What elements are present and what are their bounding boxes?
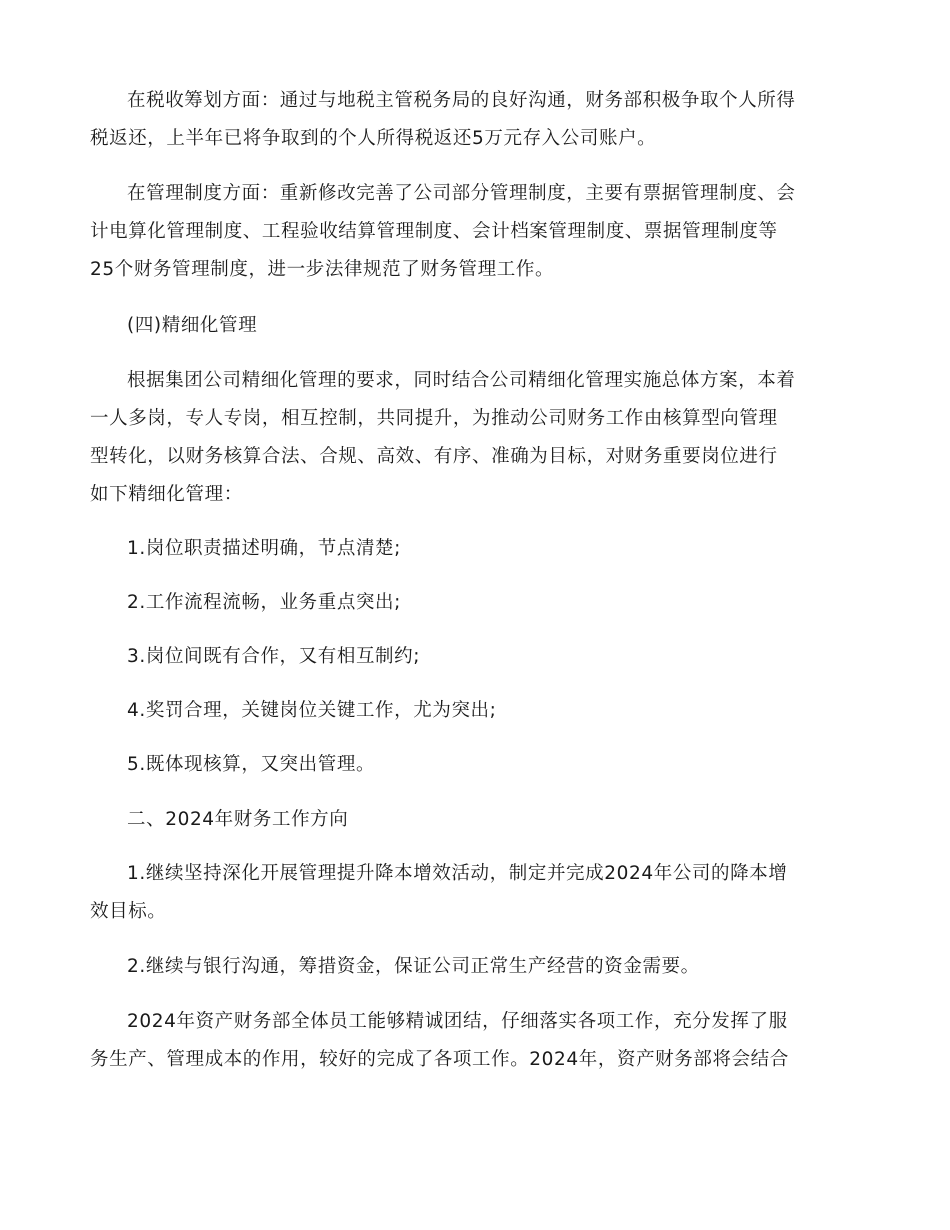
paragraph-management-system-line-2: 计电算化管理制度、工程验收结算管理制度、会计档案管理制度、票据管理制度等 xyxy=(90,221,778,242)
paragraph-refined-intro-line-3: 型转化，以财务核算合法、合规、高效、有序、准确为目标，对财务重要岗位进行 xyxy=(90,446,778,467)
paragraph-management-system-line-3: 25个财务管理制度，进一步法律规范了财务管理工作。 xyxy=(90,259,555,280)
list-item-1: 1.岗位职责描述明确，节点清楚; xyxy=(127,538,401,559)
paragraph-management-system-line-1: 在管理制度方面：重新修改完善了公司部分管理制度，主要有票据管理制度、会 xyxy=(127,183,796,204)
paragraph-refined-intro-line-2: 一人多岗，专人专岗，相互控制，共同提升，为推动公司财务工作由核算型向管理 xyxy=(90,408,778,429)
section-heading-2024-direction: 二、2024年财务工作方向 xyxy=(127,809,349,830)
list-item-3: 3.岗位间既有合作，又有相互制约; xyxy=(127,646,421,667)
paragraph-tax-planning-line-1: 在税收筹划方面：通过与地税主管税务局的良好沟通，财务部积极争取个人所得 xyxy=(127,90,796,111)
list-item-4: 4.奖罚合理，关键岗位关键工作，尤为突出; xyxy=(127,700,497,721)
paragraph-summary-line-1: 2024年资产财务部全体员工能够精诚团结，仔细落实各项工作，充分发挥了服 xyxy=(127,1011,788,1032)
paragraph-summary-line-2: 务生产、管理成本的作用，较好的完成了各项工作。2024年，资产财务部将会结合 xyxy=(90,1049,789,1070)
list-item-2: 2.工作流程流畅，业务重点突出; xyxy=(127,592,401,613)
direction-item-2: 2.继续与银行沟通，筹措资金，保证公司正常生产经营的资金需要。 xyxy=(127,956,700,977)
paragraph-tax-planning-line-2: 税返还，上半年已将争取到的个人所得税返还5万元存入公司账户。 xyxy=(90,128,657,149)
paragraph-refined-intro-line-1: 根据集团公司精细化管理的要求，同时结合公司精细化管理实施总体方案，本着 xyxy=(127,370,796,391)
section-heading-refined-management: (四)精细化管理 xyxy=(127,315,258,336)
list-item-5: 5.既体现核算，又突出管理。 xyxy=(127,754,376,775)
paragraph-refined-intro-line-4: 如下精细化管理： xyxy=(90,484,243,505)
direction-item-1-line-2: 效目标。 xyxy=(90,901,167,922)
direction-item-1-line-1: 1.继续坚持深化开展管理提升降本增效活动，制定并完成2024年公司的降本增 xyxy=(127,863,788,884)
